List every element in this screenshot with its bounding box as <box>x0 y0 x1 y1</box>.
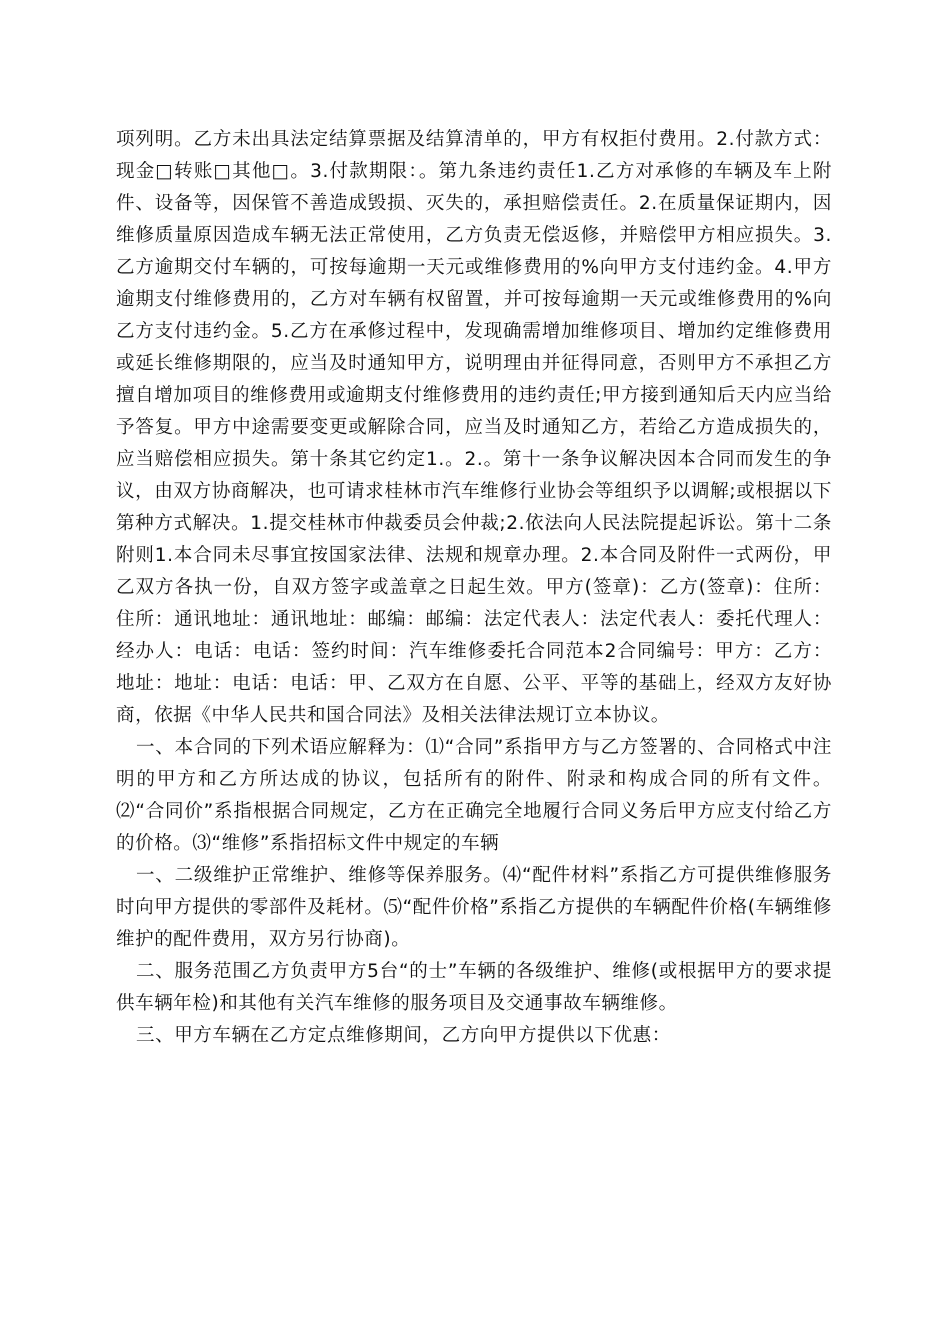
paragraph-discounts: 三、甲方车辆在乙方定点维修期间，乙方向甲方提供以下优惠： <box>136 1025 671 1046</box>
paragraph-service-scope: 二、服务范围乙方负责甲方5台“的士”车辆的各级维护、维修(或根据甲方的要求提供车辆年检)和其他有关汽车维修的服务项目及交通事故车辆维修。 <box>116 961 832 1014</box>
paragraph-contract-terms: 项列明。乙方未出具法定结算票据及结算清单的，甲方有权拒付费用。2.付款方式：现金□转账□其他□。3.付款期限：。第九条违约责任1.乙方对承修的车辆及车上附件、设备等，因保管不善造成毁损、灭失的，承担赔偿责任。2.在质量保证期内，因维修质量原因造成车辆无法正常使用，乙方负责无偿返修，并赔偿甲方相应损失。3.乙方逾期交付车辆的，可按每逾期一天元或维修费用的%向甲方支付违约金。4.甲方逾期支付维修费用的，乙方对车辆有权留置，并可按每逾期一天元或维修费用的%向乙方支付违约金。5.乙方在承修过程中，发现确需增加维修项目、增加约定维修费用或延长维修期限的，应当及时通知甲方，说明理由并征得同意，否则甲方不承担乙方擅自增加项目的维修费用或逾期支付维修费用的违约责任;甲方接到通知后天内应当给予答复。甲方中途需要变更或解除合同，应当及时通知乙方，若给乙方造成损失的，应当赔偿相应损失。第十条其它约定1.。2.。第十一条争议解决因本合同而发生的争议，由双方协商解决，也可请求桂林市汽车维修行业协会等组织予以调解;或根据以下第种方式解决。1.提交桂林市仲裁委员会仲裁;2.依法向人民法院提起诉讼。第十二条附则1.本合同未尽事宜按国家法律、法规和规章办理。2.本合同及附件一式两份，甲乙双方各执一份，自双方签字或盖章之日起生效。甲方(签章)：乙方(签章)：住所：住所：通讯地址：通讯地址：邮编：邮编：法定代表人：法定代表人：委托代理人：经办人：电话：电话：签约时间：汽车维修委托合同范本2合同编号：甲方：乙方：地址：地址：电话：电话：甲、乙双方在自愿、公平、平等的基础上，经双方友好协商，依据《中华人民共和国合同法》及相关法律法规订立本协议。 <box>116 129 832 726</box>
paragraph-definitions: 一、本合同的下列术语应解释为：⑴“合同”系指甲方与乙方签署的、合同格式中注明的甲方和乙方所达成的协议，包括所有的附件、附录和构成合同的所有文件。⑵“合同价”系指根据合同规定，乙方在正确完全地履行合同义务后甲方应支付给乙方的价格。⑶“维修”系指招标文件中规定的车辆 <box>116 737 832 854</box>
paragraph-maintenance-definitions: 一、二级维护正常维护、维修等保养服务。⑷“配件材料”系指乙方可提供维修服务时向甲方提供的零部件及耗材。⑸“配件价格”系指乙方提供的车辆配件价格(车辆维修维护的配件费用，双方另行协商)。 <box>116 865 832 950</box>
